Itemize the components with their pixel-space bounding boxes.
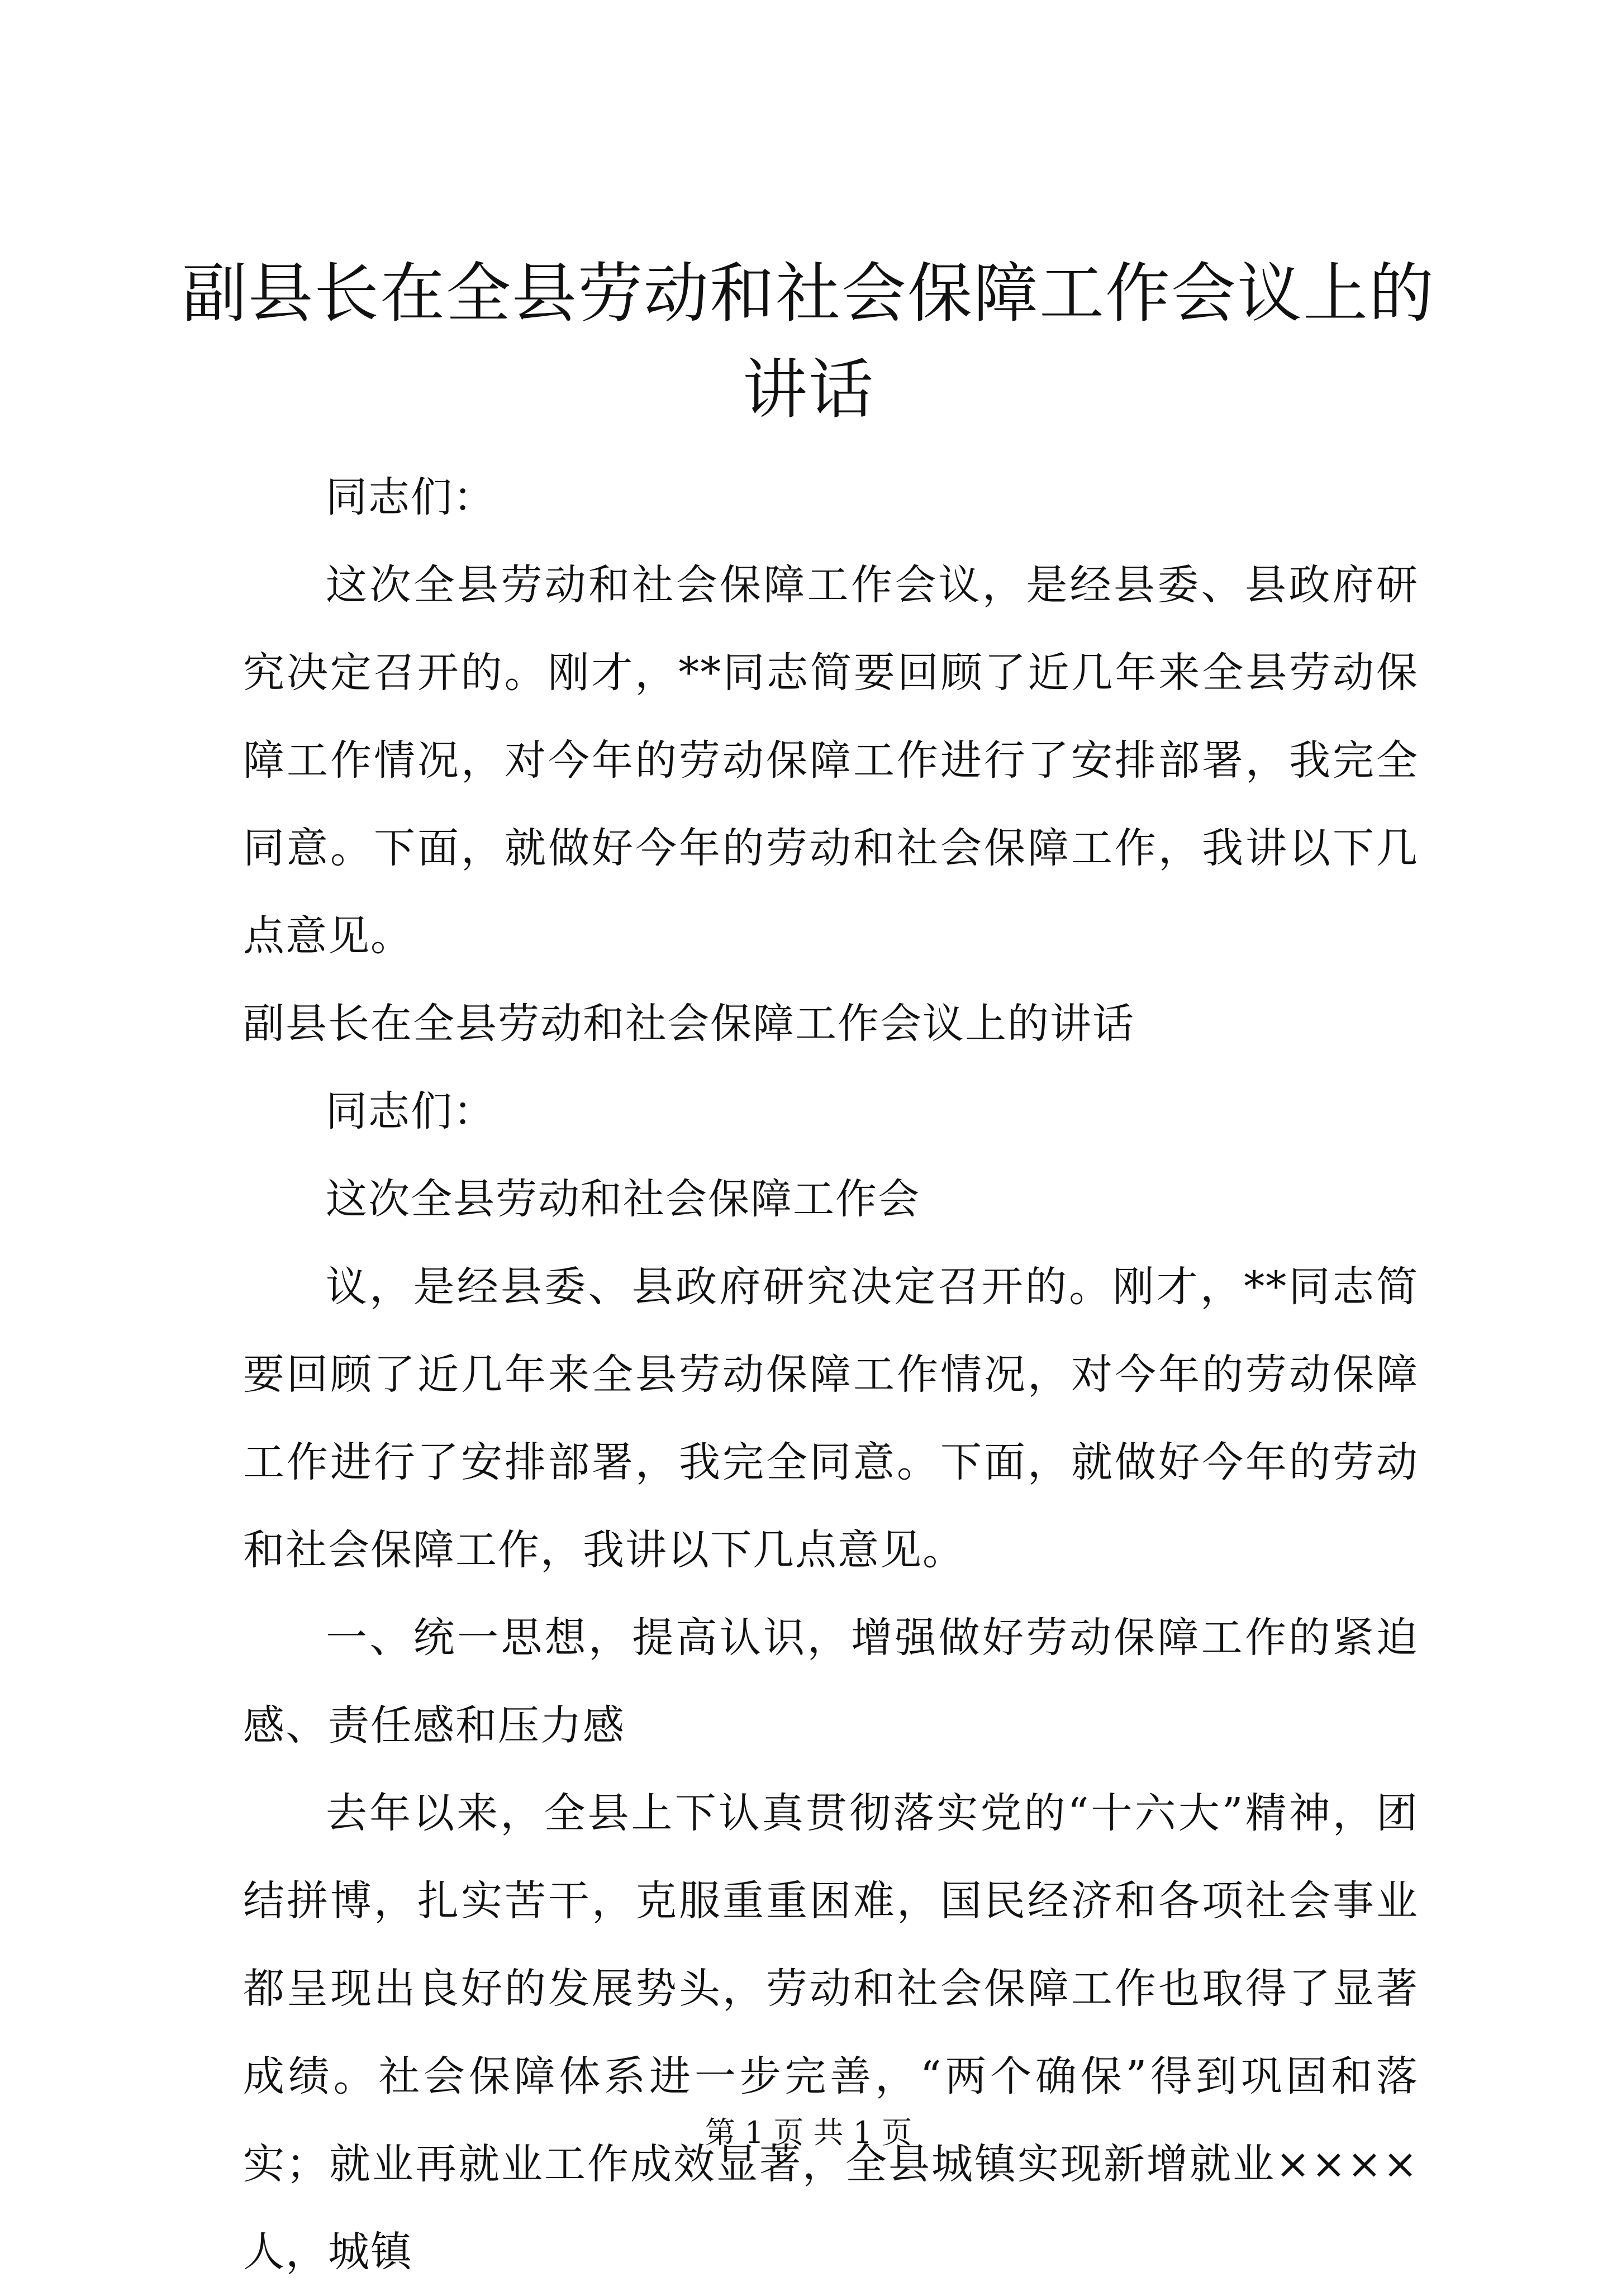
document-body	[243, 454, 1419, 2296]
body-paragraph: 去年以来，全县上下认真贯彻落实党的“十六大”精神，团结拼博，扎实苦干，克服重重困难，国民经济和各项社会事业都呈现出良好的发展势头，劳动和社会保障工作也取得了显著成绩。社会保障体系进一步完善，“两个确保”得到巩固和落实；就业再就业工作成效显著，全县城镇实现新增就业××××人，城镇	[243, 1789, 1419, 2276]
salutation: 同志们：	[326, 473, 496, 521]
section-heading: 一、统一思想，提高认识，增强做好劳动保障工作的紧迫感、责任感和压力感	[243, 1614, 1419, 1750]
body-paragraph: 这次全县劳动和社会保障工作会议，是经县委、县政府研究决定召开的。刚才，**同志简要回顾了近几年来全县劳动保障工作情况，对今年的劳动保障工作进行了安排部署，我完全同意。下面，就做好今年的劳动和社会保障工作，我讲以下几点意见。	[243, 561, 1419, 960]
body-paragraph: 这次全县劳动和社会保障工作会	[326, 1175, 920, 1223]
document-title: 副县长在全县劳动和社会保障工作会议上的讲话	[182, 256, 1435, 427]
page-footer: 第 1 页 共 1 页	[705, 2115, 912, 2150]
repeated-title-line: 副县长在全县劳动和社会保障工作会议上的讲话	[243, 1000, 1135, 1048]
body-paragraph: 议，是经县委、县政府研究决定召开的。刚才，**同志简要回顾了近几年来全县劳动保障工作情况，对今年的劳动保障工作进行了安排部署，我完全同意。下面，就做好今年的劳动和社会保障工作，我讲以下几点意见。	[243, 1263, 1419, 1574]
salutation: 同志们：	[326, 1087, 496, 1135]
